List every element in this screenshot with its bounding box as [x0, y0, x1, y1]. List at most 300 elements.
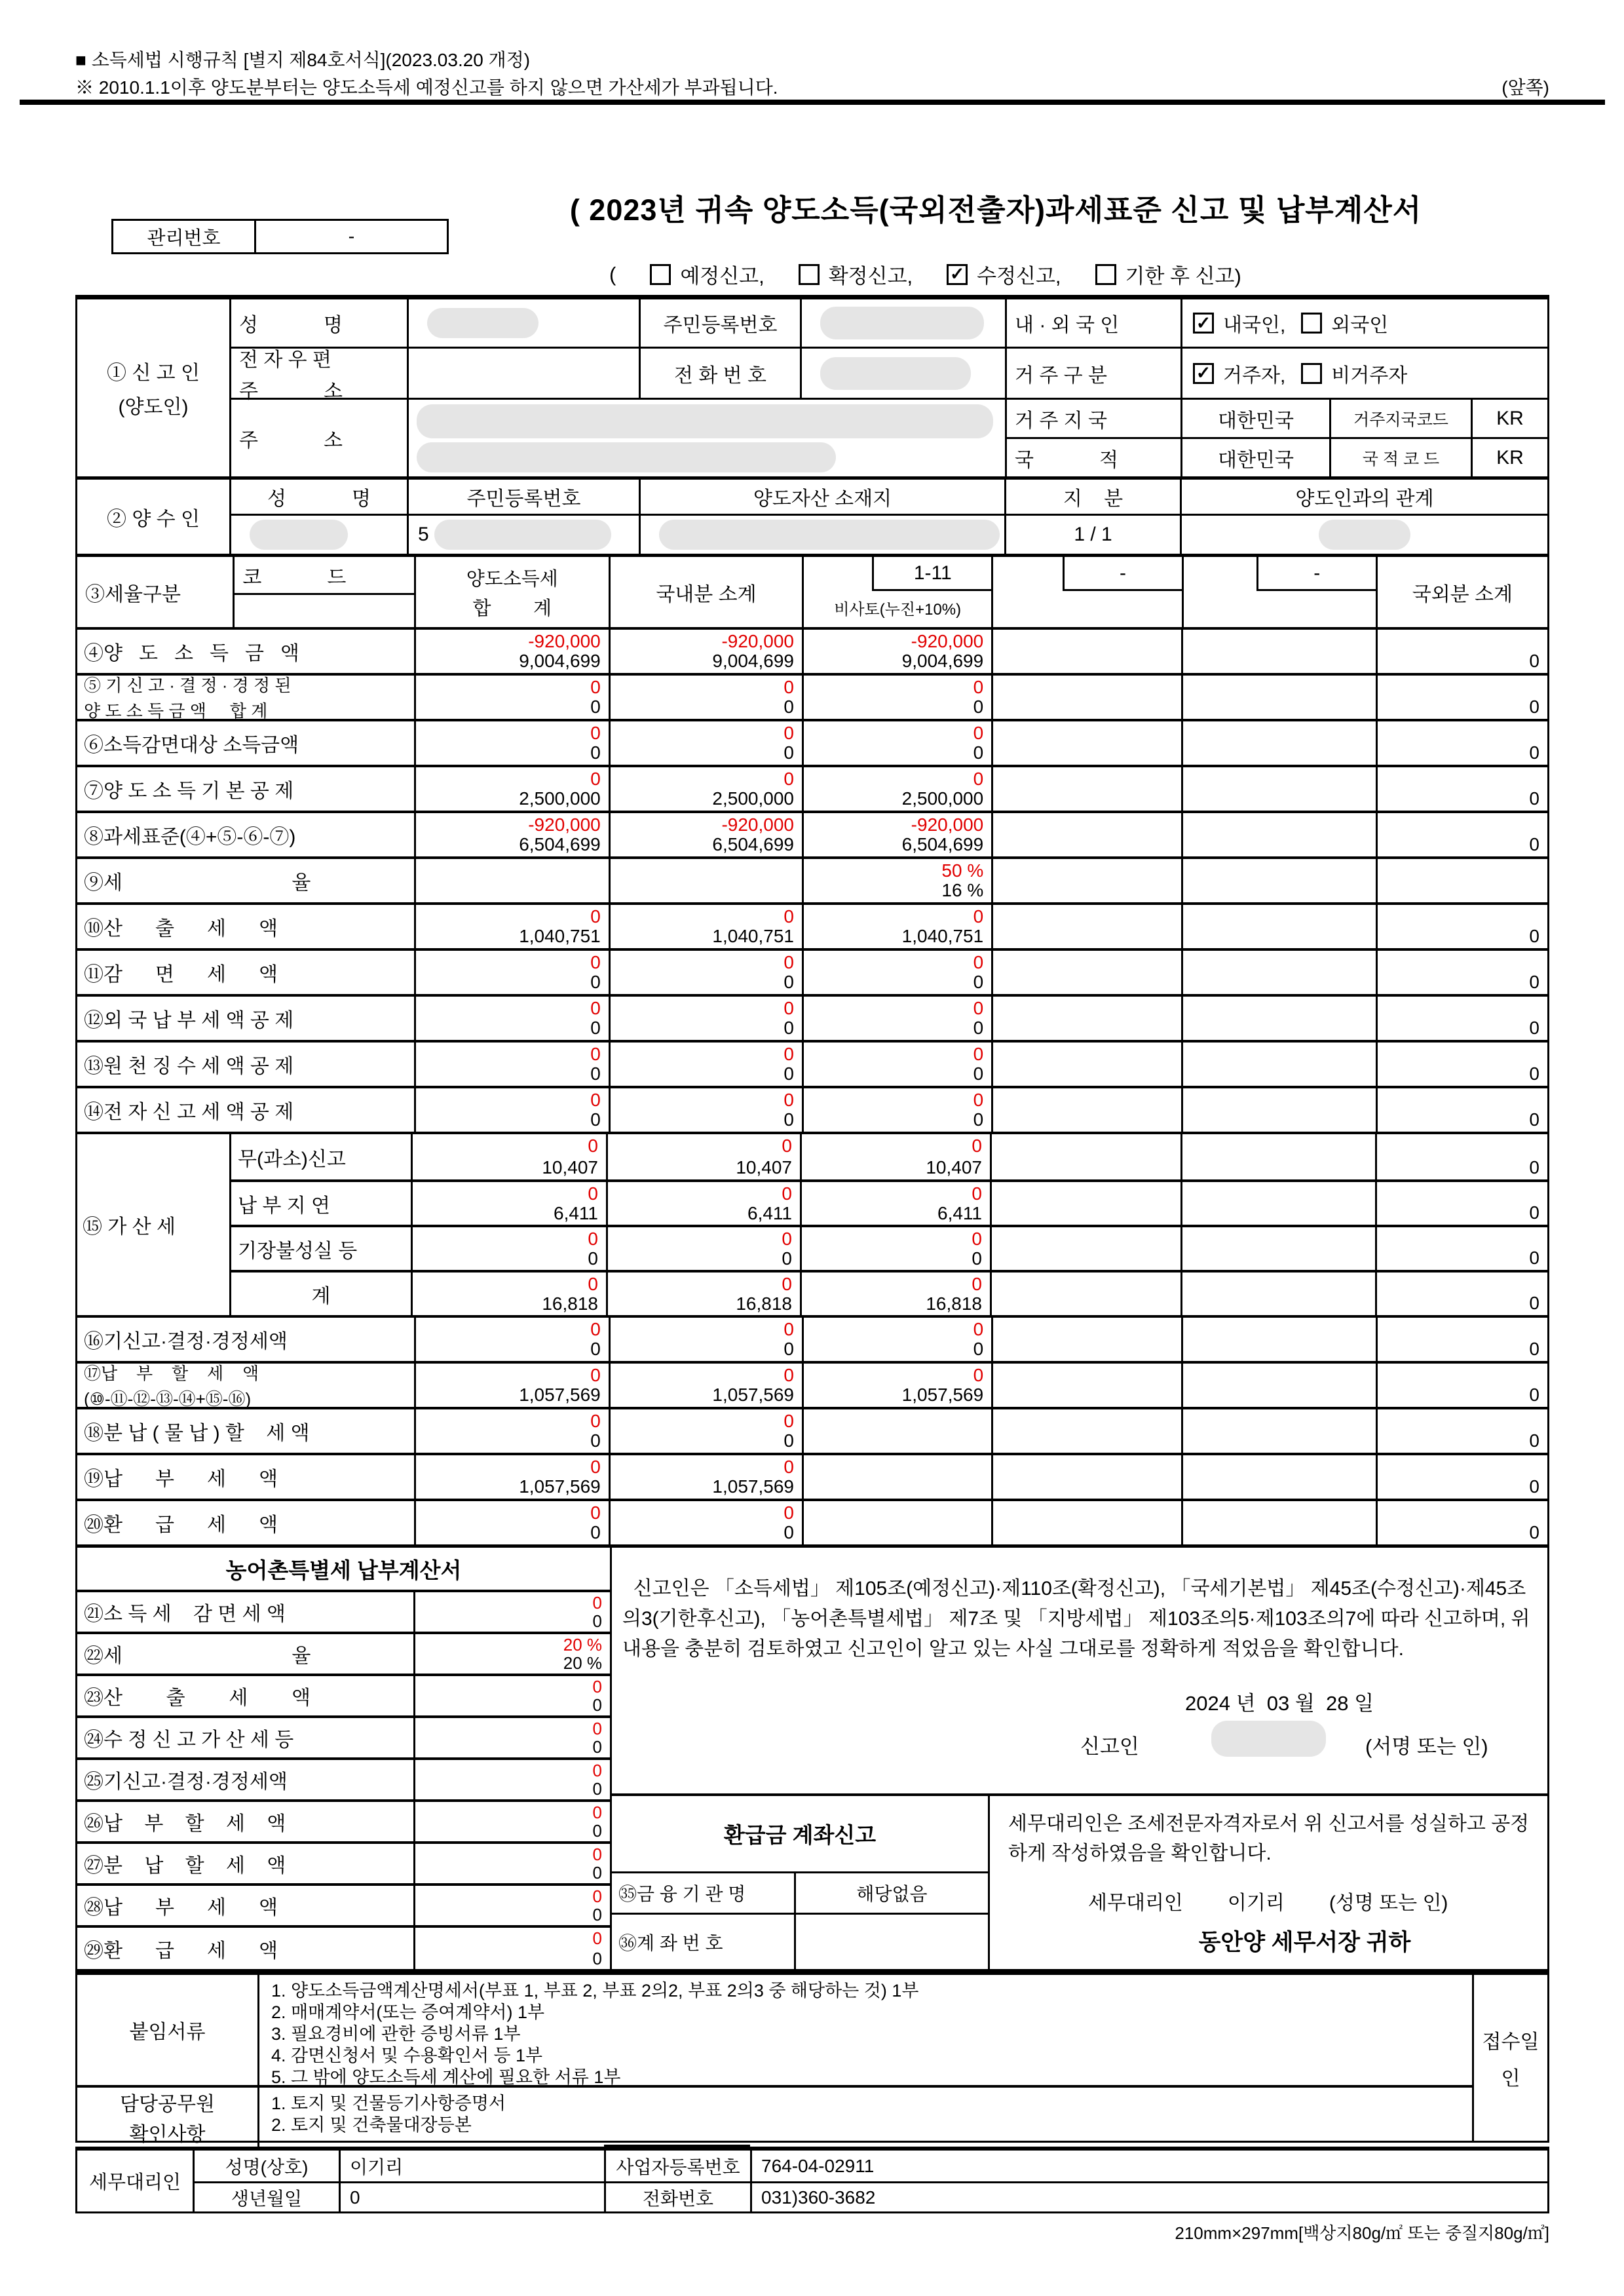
- redaction-blob: [427, 308, 538, 338]
- officials-label-line2: 확인사항: [129, 2124, 206, 2145]
- rate-class-section: [77, 554, 1547, 627]
- amount: 0: [1529, 788, 1539, 809]
- redaction-blob: [1319, 520, 1410, 550]
- unchecked-checkbox-icon: [1301, 313, 1322, 334]
- fisheries-amount-cell: [413, 1886, 610, 1925]
- amount-cell: [1181, 1501, 1375, 1544]
- amount: 0: [590, 697, 601, 717]
- corrected-amount: 0: [782, 1229, 792, 1249]
- amount-cell: [802, 1364, 991, 1407]
- surtax-row: [229, 1225, 1547, 1270]
- option-label: 외국인: [1331, 315, 1389, 336]
- checked-checkbox-icon: [947, 264, 968, 285]
- table-row: [77, 673, 1547, 719]
- foreign-subtotal-cell: [1376, 813, 1547, 856]
- corrected-amount: 0: [782, 1136, 792, 1156]
- header-notice-row: [75, 73, 1549, 100]
- amount-cell: [609, 951, 802, 994]
- col3-code: 1-11: [872, 557, 991, 591]
- corrected-amount: 0: [590, 1044, 601, 1064]
- option-label: 비거주자: [1331, 364, 1408, 387]
- amount-cell: [414, 1501, 609, 1544]
- transferee-section: [77, 476, 1547, 554]
- amount-cell: [411, 1227, 606, 1270]
- fisheries-row-label: ㉙환 급 세 액: [84, 1940, 278, 1962]
- amount: 0: [592, 1905, 602, 1924]
- amount: 0: [1529, 834, 1539, 854]
- corrected-amount: 0: [784, 769, 794, 789]
- transferee-name-value: [229, 516, 407, 554]
- attachments-label: 붙임서류: [129, 2021, 206, 2043]
- corrected-amount: 0: [592, 1845, 602, 1864]
- corrected-amount: 0: [782, 1274, 792, 1294]
- address-label: 주 소: [229, 400, 407, 476]
- amount: 0: [1529, 1018, 1539, 1038]
- section-label-line1: ① 신 고 인: [107, 362, 200, 384]
- amount: 0: [590, 1430, 601, 1451]
- amount: 0: [782, 1248, 792, 1269]
- nationality-code-label: 국 적 코 드: [1329, 439, 1471, 476]
- corrected-amount: 0: [973, 1365, 984, 1385]
- table-row: [77, 627, 1547, 673]
- officials-label: [77, 2088, 257, 2147]
- fisheries-row-label: ㉓산 출 세 액: [84, 1687, 311, 1709]
- amount: 10,407: [736, 1157, 792, 1177]
- amount-cell: [609, 859, 802, 902]
- phone-label: 전 화 번 호: [639, 349, 800, 398]
- row-label: ⑫외 국 납 부 세 액 공 제: [84, 1010, 294, 1031]
- rrn-value: [800, 299, 1005, 347]
- amount: 0: [590, 1339, 601, 1359]
- unchecked-checkbox-icon: [650, 264, 671, 285]
- amount-cell: [1181, 1364, 1375, 1407]
- amount: 2,500,000: [712, 788, 794, 809]
- amount: 6,411: [554, 1203, 598, 1223]
- table-row: [77, 856, 1547, 902]
- amount-cell: [991, 951, 1181, 994]
- amount-cell: [414, 1455, 609, 1499]
- transferee-rrn-value: [407, 516, 639, 554]
- amount: 20 %: [563, 1653, 602, 1673]
- amount: 10,407: [542, 1157, 598, 1177]
- main-rows-upper: [77, 627, 1547, 1132]
- corrected-amount: 0: [784, 952, 794, 972]
- amount-cell: [1180, 1182, 1375, 1225]
- report-type-option: [799, 259, 913, 289]
- amount-cell: [1180, 1272, 1375, 1315]
- row-label: ⑱분 납 ( 물 납 ) 할 세 액: [84, 1423, 310, 1444]
- agent-bizno-label: 사업자등록번호: [604, 2151, 750, 2181]
- col6-header: 국외분 소계: [1376, 557, 1547, 627]
- amount: 0: [1529, 651, 1539, 671]
- corrected-amount: 50 %: [941, 860, 984, 881]
- amount-cell: [609, 813, 802, 856]
- bank-row: [612, 1871, 988, 1913]
- amount: 0: [784, 742, 794, 763]
- declaration-text: 신고인은 「소득세법」 제105조(예정신고)·제110조(확정신고), 「국세기본법」 제45조(수정신고)·제45조의3(기한후신고), 「농어촌특별세법」 제7조 및 「지방세법」 제103조의5·제103조의7에 따라 신고하며, 위 내용을 충분히 검토하였고 신고인이 알고 있는 사실 그대로를 정확하게 적었음을 확인합니다.: [622, 1578, 1536, 1660]
- table-row: [77, 719, 1547, 765]
- receipt-label-line1: 접수일: [1482, 2031, 1539, 2053]
- foreign-subtotal-cell: [1376, 1318, 1547, 1361]
- agent-name-value: 이기리: [339, 2151, 604, 2181]
- amount: 0: [592, 1821, 602, 1841]
- table-row: [77, 994, 1547, 1040]
- section-label-line2: (양도인): [118, 396, 189, 418]
- amount-cell: [990, 1134, 1180, 1179]
- report-type-option: [650, 259, 764, 289]
- foreign-subtotal-cell: [1376, 951, 1547, 994]
- nationality-code-value: KR: [1471, 439, 1547, 476]
- amount-cell: [1181, 630, 1375, 673]
- corrected-amount: 0: [973, 769, 984, 789]
- surtax-row: [229, 1134, 1547, 1179]
- amount: 0: [1529, 926, 1539, 946]
- surtax-row-label: 기장불성실 등: [229, 1227, 411, 1270]
- amount-cell: [990, 1272, 1180, 1315]
- row-label: ⑧과세표준(④+⑤-⑥-⑦): [84, 826, 296, 848]
- corrected-amount: 0: [590, 677, 601, 697]
- redaction-blob: [820, 357, 971, 390]
- amount-cell: [1181, 859, 1375, 902]
- amount-cell: [802, 859, 991, 902]
- amount-cell: [802, 813, 991, 856]
- amount-cell: [609, 1455, 802, 1499]
- foreign-subtotal-cell: [1376, 859, 1547, 902]
- corrected-amount: -920,000: [911, 814, 984, 835]
- col3-subheader: 비사토(누진+10%): [834, 601, 962, 619]
- amount-cell: [802, 1043, 991, 1086]
- amount-cell: [802, 905, 991, 948]
- paper-spec-note: 210mm×297mm[백상지80g/㎡ 또는 중질지80g/㎡]: [1175, 2223, 1549, 2243]
- redaction-blob: [434, 520, 611, 550]
- amount: 0: [784, 1522, 794, 1542]
- amount-cell: [1181, 905, 1375, 948]
- header-divider: [20, 100, 1605, 105]
- corrected-amount: 0: [592, 1886, 602, 1906]
- rrn-label: 주민등록번호: [639, 299, 800, 347]
- corrected-amount: 0: [592, 1593, 602, 1613]
- foreign-subtotal-cell: [1376, 1409, 1547, 1453]
- corrected-amount: 0: [784, 998, 794, 1018]
- corrected-amount: 0: [973, 723, 984, 743]
- amount: 0: [590, 972, 601, 992]
- amount-cell: [414, 905, 609, 948]
- amount: 2,500,000: [901, 788, 984, 809]
- foreign-subtotal-cell: [1376, 630, 1547, 673]
- amount: 0: [784, 1339, 794, 1359]
- corrected-amount: 0: [590, 998, 601, 1018]
- fisheries-amount-cell: [413, 1802, 610, 1841]
- amount-cell: [991, 630, 1181, 673]
- tax-agent-row-2: [193, 2181, 1547, 2211]
- amount-cell: [802, 997, 991, 1040]
- corrected-amount: -920,000: [528, 814, 601, 835]
- attachments-list: [257, 1975, 1472, 2085]
- bottom-section: [77, 1544, 1547, 1969]
- corrected-amount: 0: [784, 677, 794, 697]
- corrected-amount: 0: [588, 1274, 598, 1294]
- corrected-amount: 0: [592, 1803, 602, 1822]
- declarant-row-2: [229, 347, 1547, 402]
- col5-code: -: [1256, 557, 1376, 591]
- corrected-amount: 0: [973, 998, 984, 1018]
- amount-cell: [1181, 813, 1375, 856]
- country-grid: [1005, 400, 1547, 476]
- transferee-section-label: ② 양 수 인: [107, 508, 200, 530]
- amount: 0: [1529, 1202, 1539, 1223]
- amount-cell: [609, 1409, 802, 1453]
- amount: 9,004,699: [712, 651, 794, 671]
- amount-cell: [1180, 1227, 1375, 1270]
- corrected-amount: 0: [592, 1677, 602, 1696]
- agent-birth-label: 생년월일: [193, 2183, 339, 2211]
- agent-birth-value: 0: [339, 2183, 604, 2211]
- code-label: 코 드: [235, 557, 413, 595]
- corrected-amount: 0: [590, 1502, 601, 1523]
- nationality-value: 대한민국: [1180, 439, 1329, 476]
- management-number-value: -: [348, 225, 355, 247]
- agent-confirm-text: 세무대리인은 조세전문자격자로서 위 신고서를 성실하고 공정하게 작성하였음을 확인합니다.: [1008, 1813, 1530, 1864]
- tax-agent-section-label: 세무대리인: [88, 2172, 181, 2193]
- agent-name: 이기리: [1227, 1892, 1285, 1914]
- amount-cell: [414, 1409, 609, 1453]
- amount-cell: [990, 1182, 1180, 1225]
- amount-cell: [609, 1318, 802, 1361]
- amount-cell: [609, 905, 802, 948]
- col1-header: [414, 557, 609, 627]
- corrected-amount: 0: [784, 906, 794, 927]
- phone-value: [800, 349, 1005, 398]
- fisheries-amount-cell: [413, 1844, 610, 1883]
- amount-cell: [609, 1043, 802, 1086]
- fisheries-row: [77, 1632, 610, 1674]
- fisheries-amount-cell: [413, 1676, 610, 1715]
- amount: 0: [784, 1430, 794, 1451]
- receipt-label-line2: 인: [1501, 2067, 1520, 2090]
- table-row: [77, 1086, 1547, 1132]
- report-type-open-paren: (: [609, 262, 616, 286]
- residence-country-label: 거 주 지 국: [1005, 400, 1180, 437]
- fisheries-amount-cell: [413, 1718, 610, 1757]
- surtax-group-label: ⑮ 가 산 세: [83, 1216, 176, 1238]
- corrected-amount: 0: [784, 723, 794, 743]
- row-label: ⑤ 기 신 고 · 결 정 · 경 정 된 양 도 소 득 금 액 합 계: [84, 676, 292, 721]
- amount: 0: [784, 1063, 794, 1084]
- name-label: 성 명: [229, 299, 407, 347]
- nationality-options: [1180, 299, 1547, 347]
- amount: 1,040,751: [519, 926, 601, 946]
- fisheries-amount-cell: [413, 1928, 610, 1969]
- amount-cell: [414, 630, 609, 673]
- amount-cell: [414, 676, 609, 719]
- agent-label: 세무대리인: [1088, 1892, 1183, 1914]
- surtax-row-label: 계: [229, 1272, 411, 1315]
- residence-country-code-value: KR: [1471, 400, 1547, 437]
- corrected-amount: 0: [588, 1229, 598, 1249]
- foreign-subtotal-cell: [1376, 1501, 1547, 1544]
- agent-phone-label: 전화번호: [604, 2183, 750, 2211]
- foreign-subtotal-cell: [1376, 1088, 1547, 1132]
- amount: 16,818: [736, 1293, 792, 1314]
- corrected-amount: 0: [590, 1090, 601, 1110]
- foreign-subtotal-cell: [1376, 1364, 1547, 1407]
- amount: 0: [973, 1018, 984, 1038]
- amount: 0: [973, 1339, 984, 1359]
- amount-cell: [609, 997, 802, 1040]
- amount: 2,500,000: [519, 788, 601, 809]
- corrected-amount: 0: [972, 1183, 982, 1204]
- amount: 6,411: [747, 1203, 792, 1223]
- main-table: [75, 295, 1549, 1971]
- row-label: ⑪감 면 세 액: [84, 964, 278, 985]
- fisheries-amount-cell: [413, 1634, 610, 1674]
- declarant-row-3: [229, 398, 1547, 476]
- row-label: ⑥소득감면대상 소득금액: [84, 735, 299, 756]
- corrected-amount: 0: [590, 769, 601, 789]
- amount-cell: [414, 813, 609, 856]
- amount: 6,504,699: [901, 834, 984, 854]
- amount: 1,057,569: [519, 1385, 601, 1405]
- amount: 1,040,751: [712, 926, 794, 946]
- officials-label-line1: 담당공무원: [120, 2094, 215, 2115]
- amount: 0: [973, 742, 984, 763]
- email-label: [229, 349, 407, 402]
- unchecked-checkbox-icon: [1095, 264, 1116, 285]
- surtax-row: [229, 1179, 1547, 1225]
- amount-cell: [414, 1364, 609, 1407]
- fisheries-table: [77, 1548, 610, 1969]
- residency-options: [1180, 349, 1547, 398]
- amount-cell: [802, 1088, 991, 1132]
- amount-cell: [802, 951, 991, 994]
- corrected-amount: 0: [784, 1457, 794, 1477]
- amount: 0: [973, 972, 984, 992]
- row-label: ⑩산 출 세 액: [84, 918, 278, 940]
- row-label: ⑲납 부 세 액: [84, 1468, 278, 1490]
- amount: 0: [1529, 1063, 1539, 1084]
- amount-cell: [609, 1501, 802, 1544]
- tax-agent-table: [75, 2147, 1549, 2213]
- option-label: 수정신고,: [977, 265, 1061, 288]
- account-label: ㊱계 좌 번 호: [618, 1932, 723, 1953]
- amount-cell: [991, 676, 1181, 719]
- amount: 16,818: [926, 1293, 982, 1314]
- refund-account-title: 환급금 계좌신고: [723, 1823, 877, 1847]
- amount: 0: [1529, 697, 1539, 717]
- agent-sign-note: (성명 또는 인): [1329, 1892, 1448, 1914]
- fisheries-rows: [77, 1590, 610, 1969]
- amount: 1,040,751: [901, 926, 984, 946]
- amount: 0: [590, 1018, 601, 1038]
- transferee-share-header: 지 분: [1004, 480, 1180, 514]
- corrected-amount: 0: [782, 1183, 792, 1204]
- amount-cell: [1181, 1318, 1375, 1361]
- fisheries-row: [77, 1757, 610, 1799]
- amount-cell: [991, 721, 1181, 765]
- account-value: [794, 1915, 988, 1969]
- amount: 0: [784, 1109, 794, 1130]
- amount: 0: [972, 1248, 982, 1269]
- bank-label: ㉟금 융 기 관 명: [618, 1884, 746, 1904]
- checked-checkbox-icon: [1193, 313, 1214, 334]
- corrected-amount: 0: [588, 1136, 598, 1156]
- foreign-subtotal-cell: [1376, 1043, 1547, 1086]
- fisheries-row-label: ㉕기신고·결정·경정세액: [84, 1771, 288, 1793]
- agent-name-label: 성명(상호): [193, 2151, 339, 2181]
- corrected-amount: -920,000: [721, 814, 794, 835]
- residency-option: [1193, 359, 1285, 388]
- amount-cell: [991, 859, 1181, 902]
- checked-checkbox-icon: [1193, 363, 1214, 384]
- amount: 1,057,569: [712, 1385, 794, 1405]
- amount: 0: [1529, 972, 1539, 992]
- amount: 0: [1529, 1293, 1539, 1313]
- amount: 6,504,699: [712, 834, 794, 854]
- amount: 0: [1529, 1248, 1539, 1268]
- transferee-rrn-header: 주민등록번호: [407, 480, 639, 514]
- declarant-row-1: [229, 299, 1547, 347]
- redaction-blob: [820, 307, 984, 339]
- table-row: [77, 902, 1547, 948]
- amount-cell: [802, 630, 991, 673]
- attachments-table: [75, 1971, 1549, 2143]
- amount: 0: [1529, 1339, 1539, 1359]
- amount: 0: [590, 1063, 601, 1084]
- transferee-share-value: 1 / 1: [1004, 516, 1180, 554]
- table-row: [77, 1315, 1547, 1361]
- row-label: ④양 도 소 득 금 액: [84, 643, 299, 664]
- tax-agent-row-1: [193, 2151, 1547, 2181]
- amount: 0: [592, 1737, 602, 1757]
- amount-cell: [1181, 951, 1375, 994]
- corrected-amount: 0: [973, 906, 984, 927]
- regulation-note: ■ 소득세법 시행규칙 [별지 제84호서식](2023.03.20 개정): [75, 50, 531, 70]
- rate-class-label: ③세율구분: [85, 583, 181, 605]
- redaction-blob: [417, 442, 836, 472]
- amount: 0: [590, 1522, 601, 1542]
- corrected-amount: 0: [784, 1319, 794, 1339]
- table-row: [77, 1040, 1547, 1086]
- email-label-line1: 전 자 우 편: [239, 349, 331, 371]
- col1-header-line1: 양도소득세: [466, 568, 558, 590]
- bank-value: 해당없음: [794, 1873, 988, 1913]
- fisheries-row: [77, 1925, 610, 1969]
- amount-cell: [609, 630, 802, 673]
- amount-cell: [414, 1088, 609, 1132]
- option-label: 내국인,: [1223, 315, 1286, 336]
- amount-cell: [609, 676, 802, 719]
- amount: 1,057,569: [901, 1385, 984, 1405]
- amount: 0: [1529, 1430, 1539, 1451]
- surtax-group: [77, 1132, 1547, 1315]
- corrected-amount: 0: [972, 1136, 982, 1156]
- amount-cell: [609, 1088, 802, 1132]
- foreign-subtotal-cell: [1376, 767, 1547, 811]
- amount-cell: [1181, 997, 1375, 1040]
- amount-cell: [991, 767, 1181, 811]
- fisheries-row-label: ㉑소 득 세 감 면 세 액: [84, 1603, 286, 1625]
- amount: 0: [592, 1779, 602, 1799]
- surtax-row: [229, 1270, 1547, 1315]
- corrected-amount: 0: [973, 1319, 984, 1339]
- agent-phone-value: 031)360-3682: [750, 2183, 1547, 2211]
- transferee-location-value: [639, 516, 1004, 554]
- fisheries-row-label: ㉒세 율: [84, 1645, 311, 1667]
- attachment-item: 1. 양도소득금액계산명세서(부표 1, 부표 2, 부표 2의2, 부표 2의3 중 해당하는 것) 1부: [271, 1981, 919, 2000]
- transferee-relation-value: [1180, 516, 1547, 554]
- nationality-option: [1193, 309, 1285, 337]
- amount: 16,818: [542, 1293, 598, 1314]
